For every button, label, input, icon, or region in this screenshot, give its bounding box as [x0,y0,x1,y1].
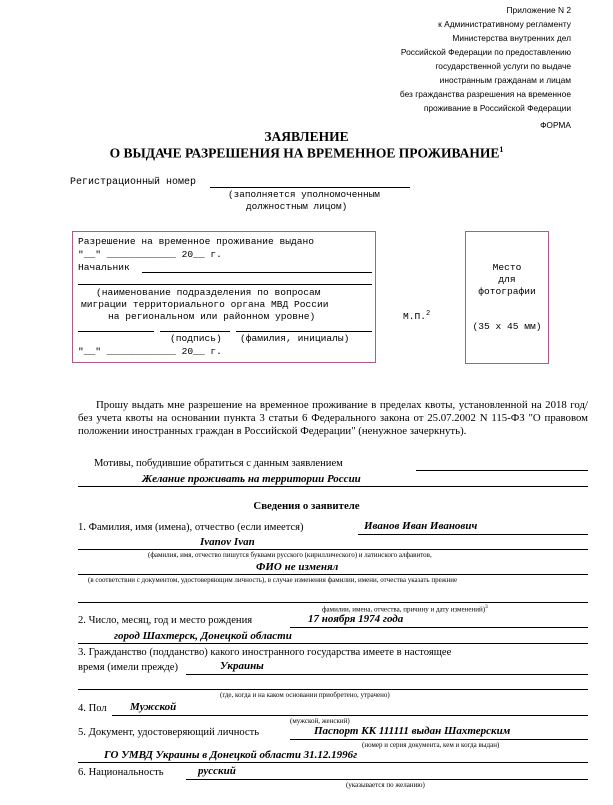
doc-subtitle-text: О ВЫДАЧЕ РАЗРЕШЕНИЯ НА ВРЕМЕННОЕ ПРОЖИВАНИЕ [109,145,500,161]
registration-note-2: должностным лицом) [246,201,348,212]
field-3-value: Украины [220,660,264,672]
permit-date-line-2: "__" ____________ 20__ г. [78,346,222,357]
appendix-line-7: без гражданства разрешения на временное [399,89,571,99]
field-4-value: Мужской [130,701,177,713]
doc-subtitle [0,145,613,162]
stamp-place [403,310,430,322]
appendix-line-5: государственной услуги по выдаче [435,61,571,71]
field-5-label: 5. Документ, удостоверяющий личность [78,727,260,738]
field-1-note-3-text: фамилии, имена, отчества, причину и дату изменений) [322,605,486,614]
registration-label: Регистрационный номер [70,177,197,188]
field-1-latin: Ivanov Ivan [200,536,255,548]
field-5-value-2: ГО УМВД Украины в Донецкой области 31.12.1996г [104,749,358,761]
registration-line[interactable] [210,187,410,188]
field-2-line[interactable] [290,627,588,628]
name-line [236,331,372,332]
section-title: Сведения о заявителе [253,500,360,512]
field-2-place: город Шахтерск, Донецкой области [114,630,292,642]
field-4-note: (мужской, женский) [290,717,350,725]
field-3-label-2: время (имели прежде) [78,662,179,673]
field-2-line-2[interactable] [78,643,588,644]
field-4-line[interactable] [112,715,588,716]
field-3-line[interactable] [186,674,588,675]
title-footnote: 1 [499,145,504,154]
registration-note-1: (заполняется уполномоченным [228,189,380,200]
field-1-line[interactable] [358,534,588,535]
appendix-line-8: проживание в Российской Федерации [423,103,571,113]
motives-value: Желание проживать на территории России [142,473,361,485]
field-4-label: 4. Пол [78,703,107,714]
chief-label: Начальник [78,262,130,273]
form-label: ФОРМА [540,120,571,130]
field-2-label: 2. Число, месяц, год и место рождения [78,615,253,626]
field-1-note: (фамилия, имя, отчество пишутся буквами русского (кириллического) и латинского алфавитов, [148,551,432,559]
name-note: (фамилия, инициалы) [240,333,350,344]
sign-note: (подпись) [170,333,222,344]
sign-line [78,331,154,332]
field-6-label: 6. Национальность [78,767,164,778]
field-3-line-2[interactable] [78,689,588,690]
stamp-footnote: 2 [426,310,431,318]
appendix-block [400,3,571,115]
field-2-value: 17 ноября 1974 года [308,613,404,625]
permit-note-2: миграции территориального органа МВД России [81,299,329,310]
field-5-line-2[interactable] [78,762,588,763]
field-5-note: (номер и серия документа, кем и когда выдан) [362,741,500,749]
photo-line-2: для [498,274,516,285]
chief-line-2 [78,284,372,285]
motives-line-1[interactable] [416,470,588,471]
appendix-line-3: Министерства внутренних дел [452,33,571,43]
permit-date-line: "__" ____________ 20__ г. [78,249,222,260]
motives-label: Мотивы, побудившие обратиться с данным заявлением [94,458,343,469]
field-5-value: Паспорт КК 111111 выдан Шахтерским [314,725,511,737]
field-1-note-2: (в соответствии с документом, удостоверяющим личность), в случае изменения фамилии, имени, отчества указать прежние [88,576,458,584]
field-6-line[interactable] [186,779,588,780]
field-1-note-3-sup: 3 [485,604,488,610]
field-3-label-1: 3. Гражданство (подданство) какого иностранного государства имеете в настоящее [78,647,452,658]
doc-title: ЗАЯВЛЕНИЕ [264,129,349,144]
permit-note-3: на региональном или районном уровне) [108,311,316,322]
appendix-line-2: к Административному регламенту [438,19,571,29]
chief-line [142,272,372,273]
request-paragraph: Прошу выдать мне разрешение на временное проживание в пределах квоты, установленной на 2018 год/без учета квоты на основании пункта 3 статьи 6 Федерального закона от 25.07.2002 N 115-ФЗ "О правовом положении иностранных граждан в Российской Федерации" (ненужное зачеркнуть). [78,399,588,437]
field-1-value: Иванов Иван Иванович [364,520,478,532]
field-1-line-4[interactable] [78,602,588,603]
field-1-label: 1. Фамилия, имя (имена), отчество (если имеется) [78,522,304,533]
field-1-note-3 [322,604,488,613]
sign-line-2 [160,331,230,332]
field-5-line[interactable] [290,739,588,740]
photo-line-3: фотографии [478,286,536,297]
photo-size: (35 х 45 мм) [472,321,542,332]
field-3-note: (где, когда и на каком основании приобретено, утрачено) [220,691,390,699]
permit-note-1: (наименование подразделения по вопросам [96,287,321,298]
field-6-note: (указывается по желанию) [346,781,425,789]
field-1-line-3[interactable] [78,574,588,575]
appendix-line-1: Приложение N 2 [506,5,571,15]
photo-line-1: Место [492,262,522,273]
photo-box [465,231,549,364]
appendix-line-6: иностранным гражданам и лицам [439,75,571,85]
field-1-line-2[interactable] [78,549,588,550]
permit-issued-text: Разрешение на временное проживание выдано [78,236,315,247]
field-1-change: ФИО не изменял [256,561,339,573]
stamp-text: М.П. [403,311,427,323]
motives-line-2[interactable] [78,486,588,487]
field-6-value: русский [198,765,236,777]
appendix-line-4: Российской Федерации по предоставлению [400,47,571,57]
